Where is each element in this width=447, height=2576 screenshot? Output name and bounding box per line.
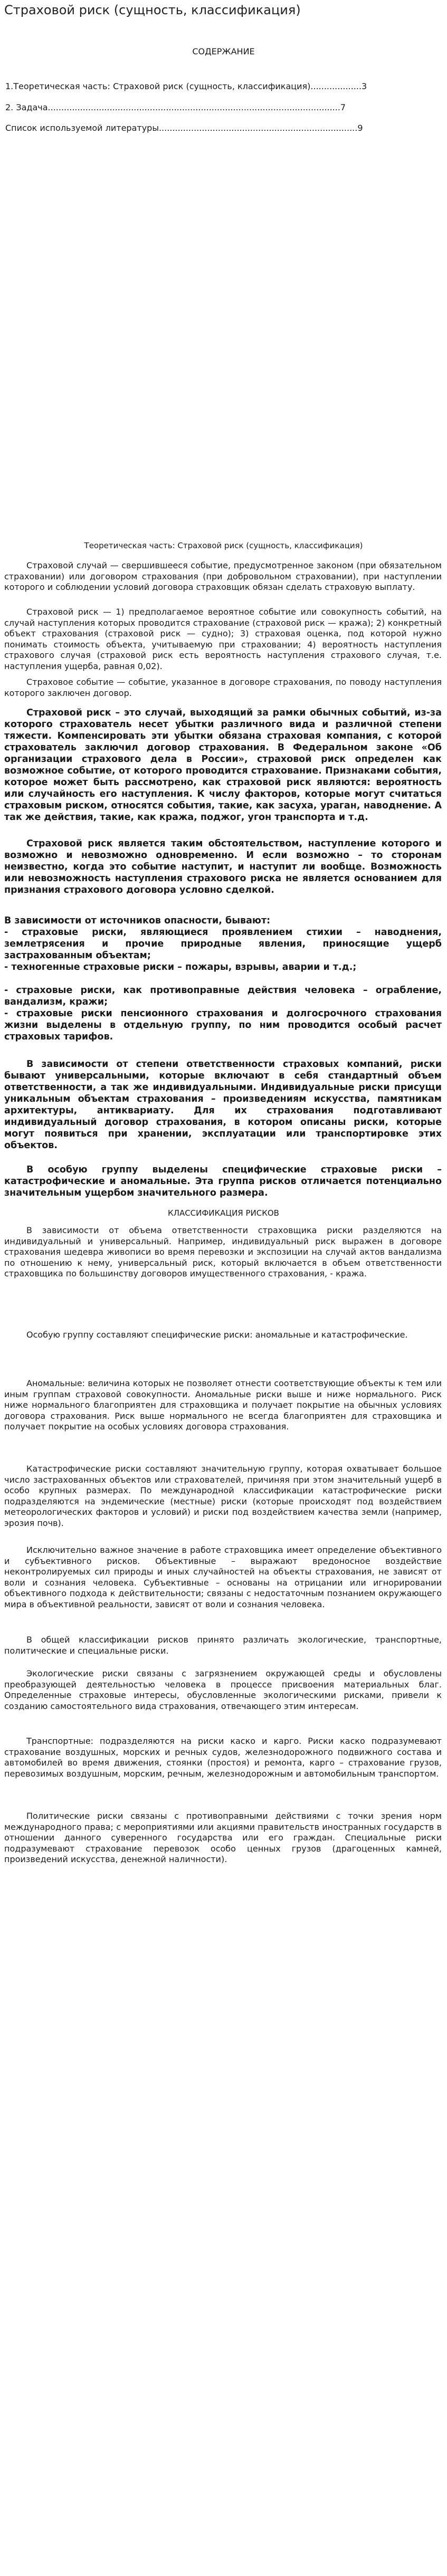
bold-paragraph: В особую группу выделены специфические страховые риски – катастрофические и аномальные. Эта группа рисков отличается потенциально значительным ущербом значительного размера. <box>4 1165 442 1198</box>
bold-paragraph: Страховой риск является таким обстоятельством, наступление которого и возможно и невозможно одновременно. И если возможно – то сторонам неизвестно, когда это событие наступит, и наступит ли вообще. Возможность или невозможность наступления страхового риска не является основанием для признания страхового договора условно сделкой. <box>4 838 442 895</box>
paragraph: Особую группу составляют специфические риски: аномальные и катастрофические. <box>26 1330 408 1340</box>
paragraph: Катастрофические риски составляют значительную группу, которая охватывает большое число застрахованных объектов или страхователей, причиняя при этом значительный ущерб в особо крупных размерах. По международной классификации катастрофические риски подразделяются на эндемические (местные) риски (которые происходят под воздействием метеорологических факторов и условий) и риски под воздействием качества земли (например, эрозия почв). <box>4 1464 442 1528</box>
bold-paragraph: - страховые риски пенсионного страхования и долгосрочного страхования жизни выделены в отдельную группу, по ним проводится особый расчет страховых тарифов. <box>4 1008 442 1042</box>
paragraph: Страховой риск — 1) предполагаемое вероятное событие или совокупность событий, на случай наступления которых проводится страхование (страховой риск — кража); 2) конкретный объект страхования (страховой риск — судно); 3) страховая оценка, под которой нужно понимать стоимость объекта, учитываемую при страховании; 4) вероятность наступления страхового случая (страховой риск есть вероятность наступления страхового случая, т.е. наступления ущерба, равная 0,02). <box>4 607 442 671</box>
paragraph: Политические риски связаны с противоправными действиями с точки зрения норм международного права; с мероприятиями или акциями правительств иностранных государств в отношении данного суверенного государства или его граждан. Специальные риски подразумевают страхование перевозок особо ценных грузов (драгоценных камней, произведений искусства, денежной наличности). <box>4 1811 442 1865</box>
bold-paragraph: - страховые риски, являющиеся проявлением стихии – наводнения, землетрясения и прочие природные явления, приносящие ущерб застрахованным объектам; <box>4 927 442 961</box>
toc-item: 2. Задача.............................................................................................................7 <box>5 102 346 112</box>
toc-heading: СОДЕРЖАНИЕ <box>192 46 255 56</box>
bold-paragraph: - страховые риски, как противоправные действия человека – ограбление, вандализм, кражи; <box>4 985 442 1007</box>
classification-heading: КЛАССИФИКАЦИЯ РИСКОВ <box>168 1208 279 1218</box>
paragraph: Исключительно важное значение в работе страховщика имеет определение объективного и субъективного рисков. Объективные – выражают вредоносное воздействие неконтролируемых сил природы и иных случайностей на объекты страхования, не зависят от воли и сознания человека. Субъективные – основаны на отрицании или игнорировании объективного подхода к действительности; связаны с недостаточным познанием окружающего мира в объективной реальности, зависят от воли и сознания человека. <box>4 1545 442 1609</box>
document-title: Страховой риск (сущность, классификация) <box>4 3 301 17</box>
bold-paragraph: - техногенные страховые риски – пожары, взрывы, аварии и т.д.; <box>4 962 357 972</box>
paragraph: Экологические риски связаны с загрязнением окружающей среды и обусловлены преобразующей деятельностью человека в процессе присвоения материальных благ. Определенные страховые интересы, обусловленные экологическими рисками, привели к созданию самостоятельного вида страхования, отвечающего этим интересам. <box>4 1668 442 1711</box>
toc-item: Список используемой литературы..........................................................................9 <box>5 123 363 133</box>
bold-paragraph: Страховой риск – это случай, выходящий за рамки обычных событий, из-за которого страхователь несет убытки различного вида и различной степени тяжести. Компенсировать эти убытки обязана страховая компания, с которой страхователь заключил договор страхования. В Федеральном законе «Об организации страхового дела в России», страховой риск определен как возможное событие, от которого проводится страхование. Признаками события, которое может быть рассмотрено, как страховой риск являются: вероятность или случайность его наступления. К числу факторов, которые могут считаться страховым риском, относятся события, такие, как засуха, ураган, наводнение. А так же действия, такие, как кража, поджог, угон транспорта и т.д. <box>4 708 442 823</box>
paragraph: Страховой случай — свершившееся событие, предусмотренное законом (при обязательном страховании) или договором страхования (при добровольном страховании), при наступлении которого и соблюдении условий договора страховщик обязан сделать страховую выплату. <box>4 560 442 593</box>
bold-paragraph: В зависимости от степени ответственности страховых компаний, риски бывают универсальными, которые включают в себя стандартный объем ответственности, а так же индивидуальными. Индивидуальные риски присущи уникальным объектам страхования – произведениям искусства, памятникам архитектуры, антиквариату. Для их страхования подготавливают индивидуальный договор страхования, в котором описаны риски, которые могут появиться при хранении, эксплуатации или транспортировке этих объектов. <box>4 1059 442 1151</box>
toc-item: 1.Теоретическая часть: Страховой риск (сущность, классификация)...................3 <box>5 81 367 91</box>
paragraph: Транспортные: подразделяются на риски каско и карго. Риски каско подразумевают страхование воздушных, морских и речных судов, железнодорожного подвижного состава и автомобилей во время движения, стоянки (простоя) и ремонта, карго – страхование грузов, перевозимых воздушным, морским, речным, железнодорожным и автомобильным транспортом. <box>4 1736 442 1779</box>
bold-paragraph: В зависимости от источников опасности, бывают: <box>4 915 271 926</box>
section-title: Теоретическая часть: Страховой риск (сущность, классификация) <box>84 541 363 550</box>
paragraph: В зависимости от объема ответственности страховщика риски разделяются на индивидуальный и универсальный. Например, индивидуальный риск выражен в договоре страхования шедевра живописи во время перевозки и экспозиции на случай актов вандализма по отношению к нему, универсальный риск, который включается в объем ответственности страховщика по большинству договоров имущественного страхования, - кража. <box>4 1225 442 1279</box>
paragraph: Страховое событие — событие, указанное в договоре страхования, по поводу наступления которого заключен договор. <box>4 677 442 698</box>
paragraph: Аномальные: величина которых не позволяет отнести соответствующие объекты к тем или иным группам страховой совокупности. Аномальные риски выше и ниже нормального. Риск ниже нормального благоприятен для страховщика и получает покрытие на обычных условиях договора страхования. Риск выше нормального не всегда благоприятен для страховщика и получает покрытие на особых условиях договора страхования. <box>4 1378 442 1432</box>
paragraph: В общей классификации рисков принято различать экологические, транспортные, политические и специальные риски. <box>4 1635 442 1656</box>
